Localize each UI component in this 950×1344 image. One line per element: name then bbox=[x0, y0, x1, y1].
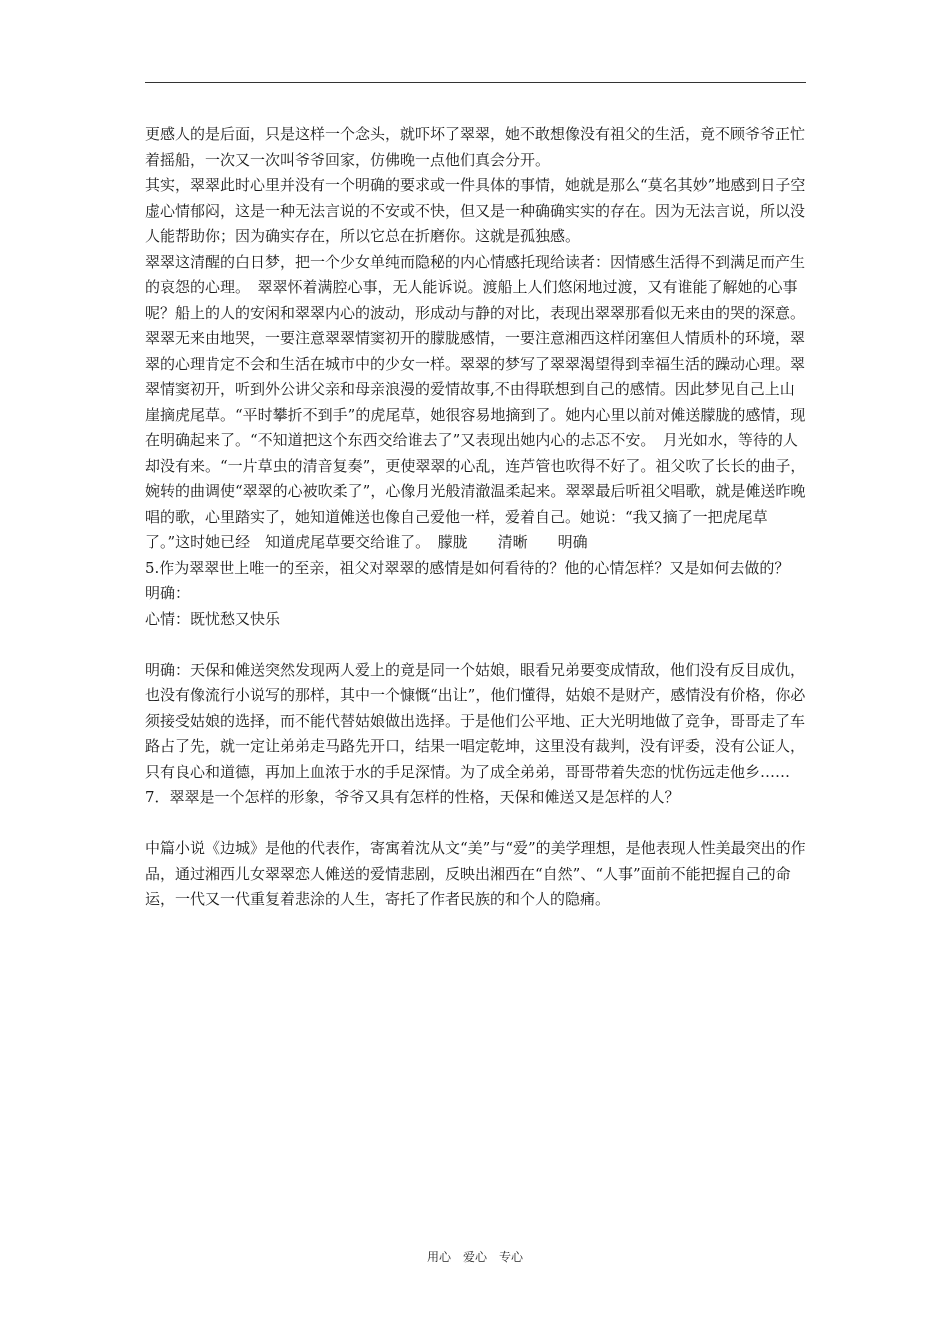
paragraph-4: 翠翠无来由地哭，一要注意翠翠情窦初开的朦胧感情，一要注意湘西这样闭塞但人情质朴的环境，翠翠的心理肯定不会和生活在城市中的少女一样。翠翠的梦写了翠翠渴望得到幸福生活的躁动心理。翠翠情窦初开，听到外公讲父亲和母亲浪漫的爱情故事,不由得联想到自己的感情。因此梦见自己上山崖摘虎尾草。“平时攀折不到手”的虎尾草，她很容易地摘到了。她内心里以前对傩送朦胧的感情，现在明确起来了。“不知道把这个东西交给谁去了”又表现出她内心的忐忑不安。 月光如水，等待的人却没有来。“一片草虫的清音复奏”，更使翠翠的心乱，连芦管也吹得不好了。祖父吹了长长的曲子，婉转的曲调使“翠翠的心被吹柔了”，心像月光般清澈温柔起来。翠翠最后听祖父唱歌，就是傩送昨晚唱的歌，心里踏实了，她知道傩送也像自己爱他一样，爱着自己。她说：“我又摘了一把虎尾草了。”这时她已经 知道虎尾草要交给谁了。 朦胧 清晰 明确 bbox=[145, 329, 806, 551]
page-footer: 用心 爱心 专心 bbox=[426, 1250, 523, 1264]
paragraph-2: 其实，翠翠此时心里并没有一个明确的要求或一件具体的事情，她就是那么“莫名其妙”地感到日子空虚心情郁闷，这是一种无法言说的不安或不快，但又是一种确确实实的存在。因为无法言说，所以没人能帮助你；因为确实存在，所以它总在折磨你。这就是孤独感。 bbox=[145, 176, 806, 245]
document-body bbox=[145, 122, 806, 913]
header-rule bbox=[145, 82, 806, 83]
blank-line bbox=[145, 811, 806, 837]
question-5: 5.作为翠翠世上唯一的至亲，祖父对翠翠的感情是如何看待的？他的心情怎样？又是如何去做的？ bbox=[145, 558, 790, 577]
paragraph-answer-brothers: 明确：天保和傩送突然发现两人爱上的竟是同一个姑娘，眼看兄弟要变成情敌，他们没有反目成仇，也没有像流行小说写的那样，其中一个慷慨“出让”，他们懂得，姑娘不是财产，感情没有价格，你必须接受姑娘的选择，而不能代替姑娘做出选择。于是他们公平地、正大光明地做了竞争，哥哥走了车路占了先，就一定让弟弟走马路先开口，结果一唱定乾坤，这里没有裁判，没有评委，没有公证人，只有良心和道德，再加上血浓于水的手足深情。为了成全弟弟，哥哥带着失恋的忧伤远走他乡…… bbox=[145, 660, 806, 781]
question-7: 7．翠翠是一个怎样的形象，爷爷又具有怎样的性格，天保和傩送又是怎样的人？ bbox=[145, 788, 680, 806]
answer-label: 明确： bbox=[145, 584, 191, 602]
paragraph-3: 翠翠这清醒的白日梦，把一个少女单纯而隐秘的内心情感托现给读者：因情感生活得不到满足而产生的哀怨的心理。 翠翠怀着满腔心事，无人能诉说。渡船上人们悠闲地过渡，又有谁能了解她的心事呢？船上的人的安闲和翠翠内心的波动，形成动与静的对比，表现出翠翠那看似无来由的哭的深意。 bbox=[145, 252, 806, 322]
blank-line bbox=[145, 632, 806, 658]
mood-line: 心情：既忧愁又快乐 bbox=[145, 609, 281, 628]
paragraph-biancheng: 中篇小说《边城》是他的代表作，寄寓着沈从文“美”与“爱”的美学理想，是他表现人性美最突出的作品，通过湘西儿女翠翠恋人傩送的爱情悲剧，反映出湘西在“自然”、“人事”面前不能把握自己的命运，一代又一代重复着悲涂的人生，寄托了作者民族的和个人的隐痛。 bbox=[145, 839, 806, 908]
paragraph-1: 更感人的是后面，只是这样一个念头，就吓坏了翠翠，她不敢想像没有祖父的生活，竟不顾爷爷正忙着摇船，一次又一次叫爷爷回家，仿佛晚一点他们真会分开。 bbox=[145, 125, 806, 169]
